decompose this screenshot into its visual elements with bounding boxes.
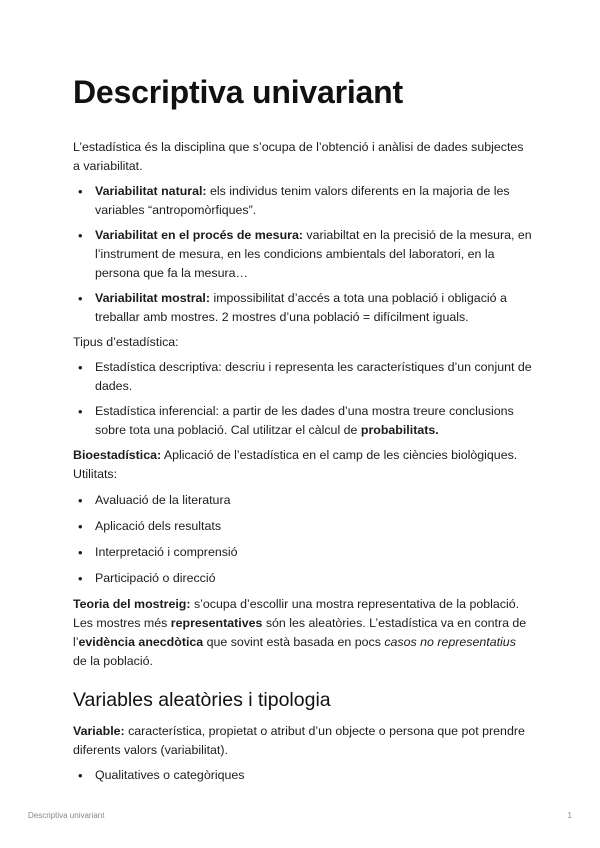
list-item: • Participació o direcció [73, 569, 533, 588]
sampling-paragraph [73, 595, 533, 671]
term-label: Variabilitat natural: [95, 184, 207, 198]
item-text: Estadística descriptiva: descriu i representa les característiques d’un conjunt de dades. [95, 360, 532, 393]
term-label: Teoria del mostreig: [73, 597, 191, 611]
list-item [73, 226, 533, 283]
bioestadistica-paragraph [73, 446, 533, 484]
paragraph-text: característica, propietat o atribut d’un objecte o persona que pot prendre diferents valors (variabilitat). [73, 724, 525, 757]
item-text: Estadística inferencial: a partir de les dades d’una mostra treure conclusions sobre tota una població. Cal utilitzar el càlcul de [95, 404, 514, 437]
list-item: • Aplicació dels resultats [73, 517, 533, 536]
term-label: Variabilitat mostral: [95, 291, 210, 305]
document-page [73, 72, 533, 785]
list-item [73, 289, 533, 327]
types-heading: Tipus d’estadística: [73, 335, 179, 349]
variable-types-list [73, 766, 533, 785]
item-text: els individus tenim valors diferents en la majoria de les variables “antropomòrfiques”. [95, 184, 510, 217]
bold-term: representatives [170, 616, 263, 630]
list-item [73, 182, 533, 220]
list-item: • Qualitatives o categòriques [73, 766, 533, 785]
types-list [73, 358, 533, 440]
list-item [73, 358, 533, 396]
item-text: variabiltat en la precisió de la mesura, en l’instrument de mesura, en les condicions ambientals del laboratori, en la persona que fa la mesura… [95, 228, 532, 280]
page-title: Descriptiva univariant [73, 74, 403, 110]
bold-term: probabilitats. [360, 423, 439, 437]
paragraph-text: de la població. [73, 654, 153, 668]
paragraph-text: que sovint està basada en pocs [203, 635, 385, 649]
section-heading: Variables aleatòries i tipologia [73, 689, 331, 711]
paragraph-text: Aplicació de l’estadística en el camp de les ciències biològiques. Utilitats: [73, 448, 518, 481]
page-number: 1 [567, 811, 572, 820]
variability-list [73, 182, 533, 327]
bold-term: evidència anecdòtica [78, 635, 204, 649]
footer-title: Descriptiva univariant [28, 811, 105, 820]
paragraph-text: s’ocupa d’escollir una mostra representativa de la població. Les mostres més [73, 597, 520, 630]
list-item [73, 402, 533, 440]
intro-paragraph: L’estadística és la disciplina que s’ocupa de l’obtenció i anàlisi de dades subjectes a variabilitat. [73, 140, 524, 173]
term-label: Bioestadística: [73, 448, 162, 462]
variable-paragraph [73, 722, 533, 760]
paragraph-text: són les aleatòries. L’estadística va en contra de l’ [73, 616, 527, 649]
page-footer [28, 811, 572, 820]
uses-list [73, 491, 533, 588]
term-label: Variabilitat en el procés de mesura: [95, 228, 303, 242]
term-label: Variable: [73, 724, 125, 738]
list-item: • Interpretació i comprensió [73, 543, 533, 562]
italic-term: casos no representatius [384, 635, 516, 649]
list-item: • Avaluació de la literatura [73, 491, 533, 510]
item-text: impossibilitat d’accés a tota una població i obligació a treballar amb mostres. 2 mostres d’una població = difícilment iguals. [95, 291, 507, 324]
